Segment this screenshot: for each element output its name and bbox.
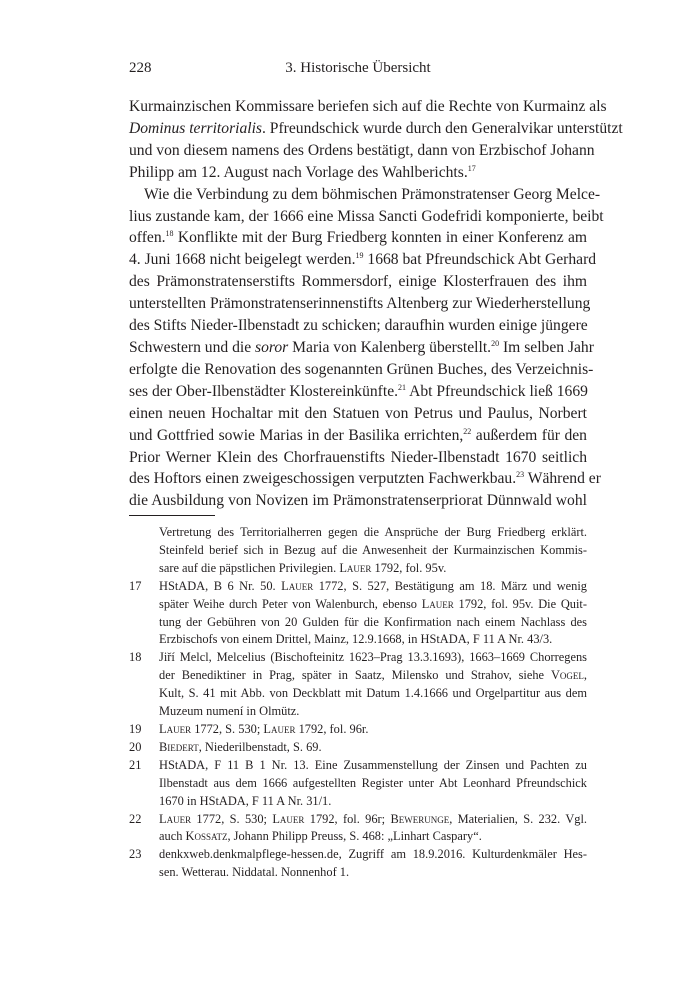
footnote-line: Muzeum numení in Olmütz. <box>159 704 300 719</box>
footnotes <box>129 524 587 882</box>
footnote-marker: 23 <box>516 470 525 480</box>
text-line: Wie die Verbindung zu dem böhmischen Prämonstratenser Georg Melce- <box>144 185 601 203</box>
footnote-marker: 18 <box>165 229 174 239</box>
footnote-line: Jiří Melcl, Melcelius (Bischofteinitz 1623–Prag 13.3.1693), 1663–1669 Chorregens <box>159 650 587 665</box>
text-segment: , <box>583 668 587 683</box>
text-segment: 1772, S. 527, Bestätigung am 18. März und wenig <box>318 578 587 593</box>
text-line <box>129 468 601 490</box>
text-segment: 1792, fol. 95v. Die Quit- <box>458 596 587 611</box>
text-line: unterstellten Prämonstratenserinnenstifts Altenberg zur Wiederherstellung <box>129 295 591 313</box>
text-line: erfolgte die Renovation des sogenannten Grünen Buches, des Verzeichnis- <box>129 360 594 378</box>
footnote-number: 20 <box>129 739 142 754</box>
text-segment: auch <box>159 829 183 844</box>
text-line <box>129 162 587 184</box>
text-segment: des Hoftors einen zweigeschossigen verputzten Fachwerkbau. <box>129 470 517 488</box>
text-segment: HStADA, B 6 Nr. 50. <box>159 578 276 593</box>
text-line <box>129 425 587 447</box>
footnote-18 <box>129 649 587 721</box>
footnote-separator <box>129 515 215 516</box>
author-name: Lauer <box>339 560 372 575</box>
text-segment: sare auf die päpstlichen Privilegien. <box>159 560 337 575</box>
text-segment: 4. Juni 1668 nicht beigelegt werden. <box>129 251 356 269</box>
footnote-17 <box>129 578 587 650</box>
text-line: Dominus territorialis. Pfreundschick wurde durch den Generalvikar unterstützt <box>129 119 623 137</box>
text-segment: Konflikte mit der Burg Friedberg konnten in einer Konferenz am <box>177 229 587 247</box>
footnote-21 <box>129 757 587 811</box>
footnote-marker: 22 <box>463 426 472 436</box>
footnote-line: HStADA, F 11 B 1 Nr. 13. Eine Zusammenstellung der Zinsen und Pachten zu <box>159 757 587 772</box>
text-segment: 1772, S. 530; <box>194 721 261 736</box>
footnote-22 <box>129 811 587 847</box>
text-segment: Maria von Kalenberg überstellt. <box>292 338 492 356</box>
text-segment: Im selben Jahr <box>502 338 594 356</box>
text-segment: offen. <box>129 229 166 247</box>
footnote-number: 18 <box>129 650 142 665</box>
footnote-line: tung der Gebühren von 20 Gulden für die Konfirmation nach einem Nachlass des <box>159 614 587 629</box>
text-segment: 1792, fol. 96r; <box>309 811 386 826</box>
text-line <box>129 249 597 271</box>
footnote-line: Vertretung des Territorialherren gegen die Ansprüche der Burg Friedberg erklärt. <box>159 525 587 539</box>
text-segment: , Niederilbenstadt, S. 69. <box>198 739 322 754</box>
text-line <box>129 337 594 359</box>
text-segment: 1668 bat Pfreundschick Abt Gerhard <box>367 251 597 269</box>
text-segment: , Materialien, S. 232. Vgl. <box>449 811 587 826</box>
text-segment: Philipp am 12. August nach Vorlage des Wahlberichts. <box>129 163 468 181</box>
footnote-19 <box>129 721 587 739</box>
footnote-marker: 20 <box>491 338 500 348</box>
author-name: Lauer <box>263 721 296 736</box>
text-line: Prior Werner Klein des Chorfrauenstifts Nieder-Ilbenstadt 1670 seitlich <box>129 448 587 466</box>
running-head: 3. Historische Übersicht <box>285 60 431 76</box>
footnote-20 <box>129 739 587 757</box>
text-line <box>129 381 587 403</box>
text-line: und von diesem namens des Ordens bestätigt, dann von Erzbischof Johann <box>129 141 595 159</box>
footnote-line: sen. Wetterau. Niddatal. Nonnenhof 1. <box>159 865 350 880</box>
footnote-line <box>159 828 587 846</box>
text-line: einen neuen Hochaltar mit den Statuen von Petrus und Paulus, Norbert <box>129 404 587 422</box>
footnote-marker: 17 <box>467 163 476 173</box>
author-name: Bewerunge <box>390 811 450 826</box>
footnote-number: 22 <box>129 811 142 826</box>
latin-term: soror <box>255 338 289 356</box>
author-name: Lauer <box>421 596 454 611</box>
footnote-line: Erzbischofs von einem Drittel, Mainz, 12.9.1668, in HStADA, F 11 A Nr. 43/3. <box>159 632 553 647</box>
text-segment: später Weihe durch Peter von Walenburch, ebenso <box>159 596 418 611</box>
footnote-line <box>159 578 587 596</box>
footnote-number: 21 <box>129 757 142 772</box>
latin-term: Dominus territorialis <box>129 119 262 137</box>
footnote-line: denkxweb.denkmalpflege-hessen.de, Zugriff am 18.9.2016. Kulturdenkmäler Hes- <box>159 847 587 862</box>
text-line: des Stifts Nieder-Ilbenstadt zu schicken; daraufhin wurden einige jüngere <box>129 317 588 335</box>
page-header <box>129 60 587 82</box>
footnote-line: Kult, S. 41 mit Abb. von Deckblatt mit Datum 1.4.1666 und Orgelpartitur aus dem <box>159 686 587 701</box>
text-segment: Abt Pfreundschick ließ 1669 <box>409 382 588 400</box>
footnote-line: Steinfeld berief sich in Bezug auf die Anwesenheit der Kurmainzischen Kommis- <box>159 542 587 557</box>
author-name: Biedert <box>159 739 199 754</box>
text-segment: 1792, fol. 95v. <box>374 560 447 575</box>
footnote-line <box>159 811 587 829</box>
text-segment: außerdem für den <box>475 426 587 444</box>
text-segment: , Johann Philipp Preuss, S. 468: „Linhart Caspary“. <box>227 829 482 844</box>
text-segment: der Benediktiner in Prag, später in Saatz, Milensko und Strahov, siehe <box>159 668 545 683</box>
text-segment: 1792, fol. 96r. <box>298 721 369 736</box>
author-name: Lauer <box>272 811 305 826</box>
footnote-line <box>159 596 587 614</box>
text-segment: Während er <box>527 470 601 488</box>
main-text <box>129 96 623 512</box>
footnote-number: 23 <box>129 847 142 862</box>
footnote-line <box>159 560 587 578</box>
footnote-line <box>159 739 587 757</box>
text-line: die Ausbildung von Novizen im Prämonstratenserpriorat Dünnwald wohl <box>129 492 587 510</box>
author-name: Lauer <box>159 811 192 826</box>
text-line: Kurmainzischen Kommissare beriefen sich auf die Rechte von Kurmainz als <box>129 98 607 115</box>
footnote-number: 17 <box>129 578 142 593</box>
text-line <box>129 227 587 249</box>
author-name: Vogel <box>550 668 584 683</box>
author-name: Lauer <box>159 721 192 736</box>
footnote-line <box>159 721 587 739</box>
footnote-number: 19 <box>129 721 142 736</box>
text-segment: 1772, S. 530; <box>196 811 267 826</box>
footnote-continuation <box>129 524 587 578</box>
text-segment: ses der Ober-Ilbenstädter Klostereinkünfte. <box>129 382 399 400</box>
text-line: lius zustande kam, der 1666 eine Missa Sancti Godefridi komponierte, beibt <box>129 207 604 225</box>
footnote-23 <box>129 846 587 882</box>
footnote-line: Ilbenstadt aus dem 1666 aufgestellten Register unter Abt Leonhard Pfreundschick <box>159 775 587 790</box>
page-number: 228 <box>129 60 152 76</box>
author-name: Lauer <box>281 578 314 593</box>
text-segment: Schwestern und die <box>129 338 252 356</box>
footnote-line: 1670 in HStADA, F 11 A Nr. 31/1. <box>159 793 332 808</box>
text-segment: und Gottfried sowie Marias in der Basilika errichten, <box>129 426 464 444</box>
author-name: Kossatz <box>185 829 228 844</box>
footnote-line <box>159 667 587 685</box>
footnote-marker: 19 <box>355 251 364 261</box>
footnote-marker: 21 <box>398 382 407 392</box>
text-line: des Prämonstratenserstifts Rommersdorf, einige Klosterfrauen des ihm <box>129 273 587 291</box>
